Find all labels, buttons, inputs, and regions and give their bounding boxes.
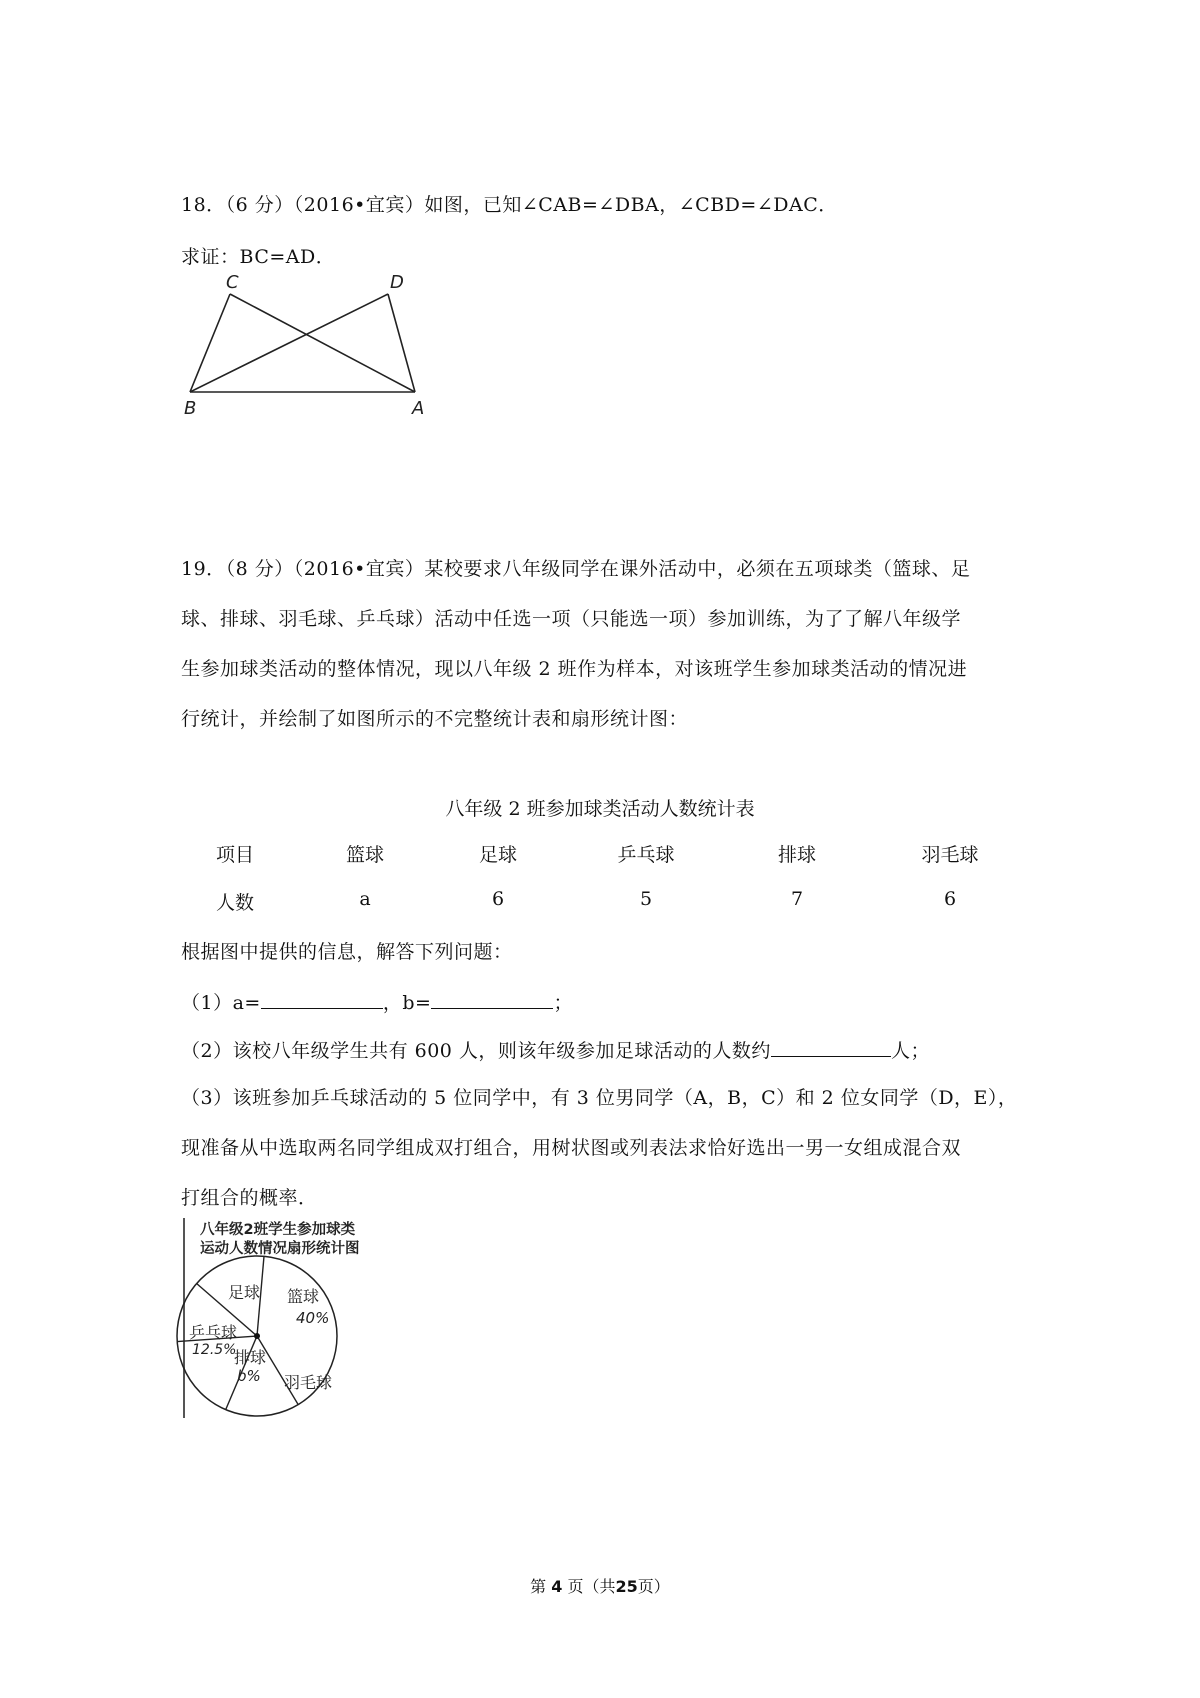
segment-cb — [190, 294, 230, 392]
sub1-mid: ，b= — [382, 992, 432, 1014]
footer-middle: 页（共 — [567, 1577, 616, 1596]
q19-sub1 — [181, 988, 573, 1015]
sub2-prefix: （2）该校八年级学生共有 600 人，则该年级参加足球活动的人数约 — [181, 1040, 771, 1062]
table-header-cell: 羽毛球 — [921, 844, 979, 866]
answer-blank-a — [261, 988, 383, 1009]
table-header-cell: 篮球 — [345, 844, 384, 866]
slice-value-volleyball: b% — [237, 1367, 261, 1385]
q19-sub3-line-2: 现准备从中选取两名同学组成双打组合，用树状图或列表法求恰好选出一男一女组成混合双 — [181, 1137, 962, 1159]
table-cell: 7 — [790, 888, 804, 910]
slice-label-badminton: 羽毛球 — [284, 1373, 333, 1392]
chart-title-line-1: 八年级2班学生参加球类 — [200, 1222, 356, 1238]
table-header-cell: 排球 — [777, 844, 816, 866]
sub1-prefix: （1）a= — [181, 992, 261, 1014]
page-footer — [0, 1574, 1200, 1597]
answer-blank-football — [771, 1036, 891, 1057]
pie-center-dot — [254, 1333, 260, 1339]
answer-blank-b — [431, 988, 553, 1009]
pie-slice-boundary-badminton — [257, 1336, 298, 1405]
point-label-b: B — [184, 398, 197, 419]
segment-bd — [190, 294, 388, 392]
chart-title-line-2: 运动人数情况扇形统计图 — [200, 1241, 360, 1257]
q19-sub3-line-3: 打组合的概率． — [181, 1187, 318, 1209]
segment-ca — [230, 294, 415, 392]
q19-sub3-line-1: （3）该班参加乒乓球活动的 5 位同学中，有 3 位男同学（A，B，C）和 2 位女同学（D，E）， — [181, 1087, 1018, 1109]
slice-label-volleyball: 排球 — [234, 1348, 267, 1367]
point-label-a: A — [412, 398, 425, 419]
pie-chart — [180, 1218, 400, 1418]
footer-total-pages: 25 — [615, 1577, 638, 1596]
table-title: 八年级 2 班参加球类活动人数统计表 — [445, 798, 755, 820]
table-header-cell: 项目 — [215, 844, 254, 866]
point-label-c: C — [226, 272, 239, 293]
q19-para-line-4: 行统计，并绘制了如图所示的不完整统计表和扇形统计图： — [181, 708, 689, 730]
table-cell: 人数 — [215, 892, 254, 914]
segment-ad — [388, 294, 415, 392]
slice-label-basketball: 篮球 — [287, 1287, 320, 1306]
q18-geometry-figure — [170, 272, 430, 440]
footer-suffix: 页） — [637, 1577, 670, 1596]
q19-prompt: 根据图中提供的信息，解答下列问题： — [181, 941, 513, 963]
table-cell: 5 — [639, 888, 653, 910]
point-label-d: D — [390, 272, 404, 293]
table-header-cell: 乒乓球 — [617, 844, 675, 866]
q19-para-line-2: 球、排球、羽毛球、乒乓球）活动中任选一项（只能选一项）参加训练，为了了解八年级学 — [181, 608, 962, 630]
table-cell: 6 — [491, 888, 505, 910]
table-cell: 6 — [943, 888, 957, 910]
slice-label-pingpong: 乒乓球 — [189, 1323, 238, 1342]
slice-label-football: 足球 — [228, 1283, 261, 1302]
footer-prefix: 第 — [530, 1577, 547, 1596]
slice-value-pingpong: 12.5% — [192, 1342, 237, 1358]
table-header-cell: 足球 — [478, 844, 517, 866]
footer-page-number: 4 — [551, 1577, 563, 1596]
q18-line2: 求证：BC=AD． — [181, 246, 336, 268]
q19-sub2 — [181, 1036, 930, 1063]
q19-para-line-3: 生参加球类活动的整体情况，现以八年级 2 班作为样本，对该班学生参加球类活动的情况进 — [181, 658, 968, 680]
q19-para-line-1: 19．（8 分）（2016•宜宾）某校要求八年级同学在课外活动中，必须在五项球类（篮球、足 — [181, 558, 971, 580]
slice-value-basketball: 40% — [296, 1309, 330, 1327]
sub2-suffix: 人； — [890, 1040, 930, 1062]
q18-line1: 18．（6 分）（2016•宜宾）如图，已知∠CAB=∠DBA，∠CBD=∠DAC． — [181, 194, 838, 216]
table-cell: a — [359, 888, 371, 910]
sub1-suffix: ； — [553, 992, 573, 1014]
